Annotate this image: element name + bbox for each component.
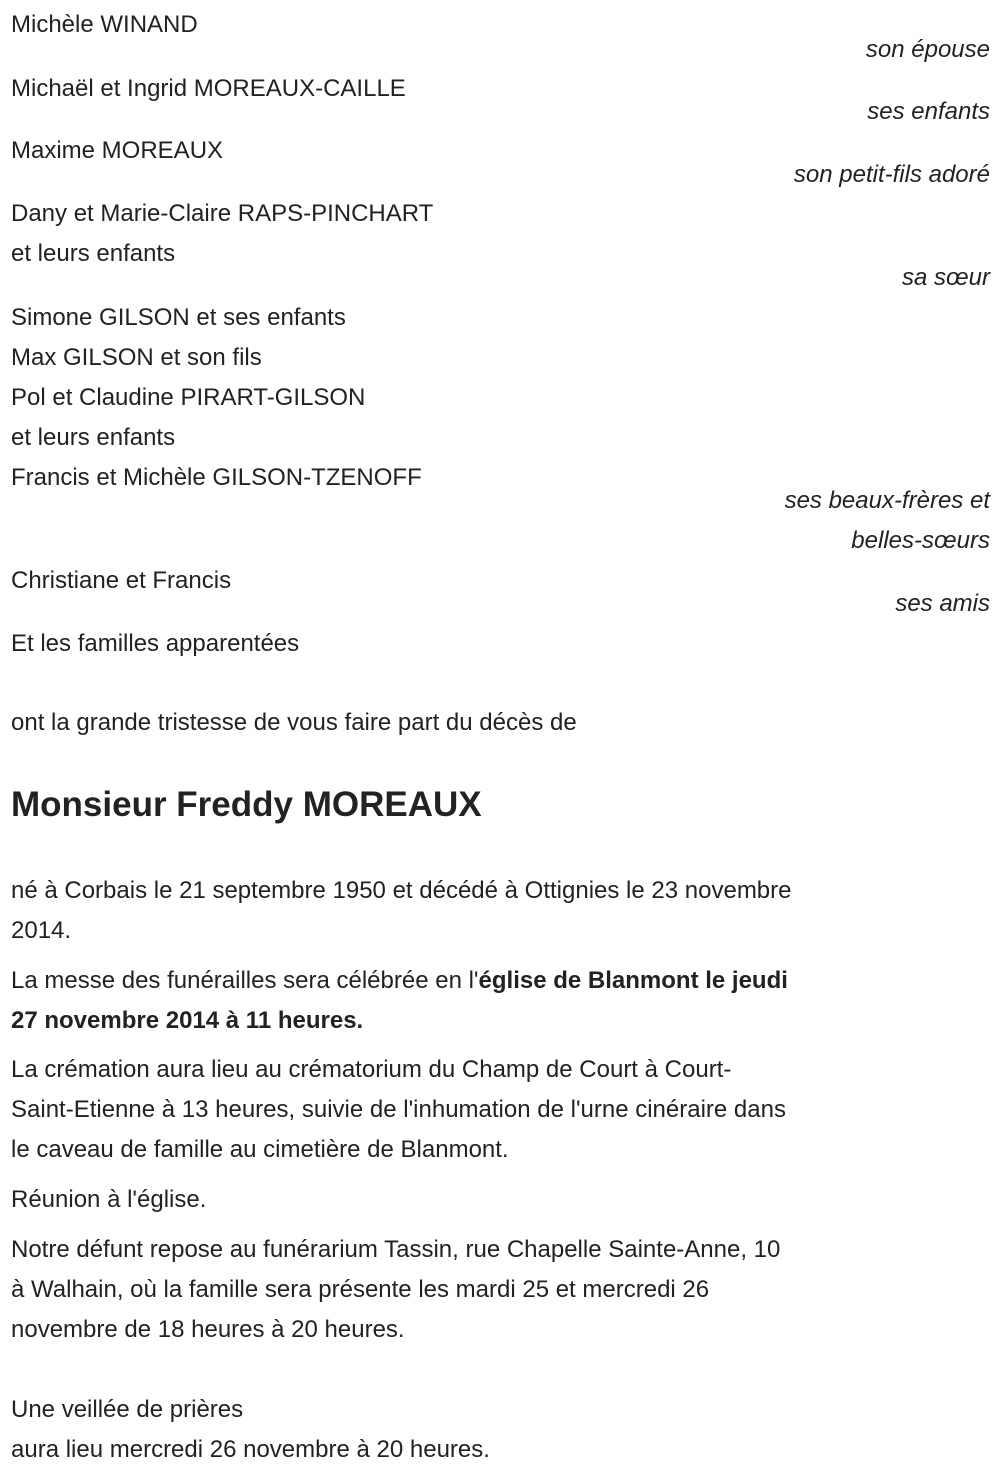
family-relation: sa sœur: [901, 264, 990, 291]
cremation-line: le caveau de famille au cimetière de Blanmont.: [11, 1136, 509, 1163]
vigil-line: Une veillée de prières: [11, 1396, 244, 1423]
cremation-line: Saint-Etienne à 13 heures, suivie de l'inhumation de l'urne cinéraire dans: [11, 1096, 786, 1123]
family-name: Christiane et Francis: [11, 567, 232, 594]
mass-line: [11, 961, 788, 1001]
mass-line: [11, 1001, 363, 1041]
funerarium-line: novembre de 18 heures à 20 heures.: [11, 1316, 405, 1343]
family-name: Simone GILSON et ses enfants: [11, 304, 346, 331]
mass-datetime: 27 novembre 2014 à 11 heures.: [11, 1007, 364, 1034]
deceased-name: Monsieur Freddy MOREAUX: [11, 785, 482, 824]
reunion-text: Réunion à l'église.: [11, 1186, 207, 1213]
family-relation: ses beaux-frères et: [784, 487, 990, 514]
birth-death-line: 2014.: [11, 917, 72, 944]
family-name: Francis et Michèle GILSON-TZENOFF: [11, 464, 422, 491]
announcement-text: ont la grande tristesse de vous faire part du décès de: [11, 709, 577, 736]
family-name: et leurs enfants: [11, 424, 176, 451]
family-relation: ses enfants: [867, 98, 990, 125]
family-name: Dany et Marie-Claire RAPS-PINCHART: [11, 200, 434, 227]
birth-death-line: né à Corbais le 21 septembre 1950 et décédé à Ottignies le 23 novembre: [11, 877, 792, 904]
family-relation: son petit-fils adoré: [793, 161, 990, 188]
family-name: Maxime MOREAUX: [11, 137, 224, 164]
family-name: Pol et Claudine PIRART-GILSON: [11, 384, 366, 411]
family-relation: belles-sœurs: [851, 527, 990, 554]
funerarium-line: Notre défunt repose au funérarium Tassin, rue Chapelle Sainte-Anne, 10: [11, 1236, 781, 1263]
family-name: Max GILSON et son fils: [11, 344, 262, 371]
family-relation: son épouse: [865, 36, 990, 63]
family-name: Michaël et Ingrid MOREAUX-CAILLE: [11, 75, 406, 102]
family-name: Et les familles apparentées: [11, 630, 300, 657]
funerarium-line: à Walhain, où la famille sera présente les mardi 25 et mercredi 26: [11, 1276, 710, 1303]
family-relation: ses amis: [895, 590, 990, 617]
cremation-line: La crémation aura lieu au crématorium du Champ de Court à Court-: [11, 1056, 732, 1083]
mass-text: La messe des funérailles sera célébrée en l': [11, 967, 479, 994]
family-name: et leurs enfants: [11, 240, 176, 267]
mass-location: église de Blanmont le jeudi: [478, 967, 788, 994]
family-name: Michèle WINAND: [11, 11, 198, 38]
vigil-line: aura lieu mercredi 26 novembre à 20 heures.: [11, 1436, 490, 1463]
